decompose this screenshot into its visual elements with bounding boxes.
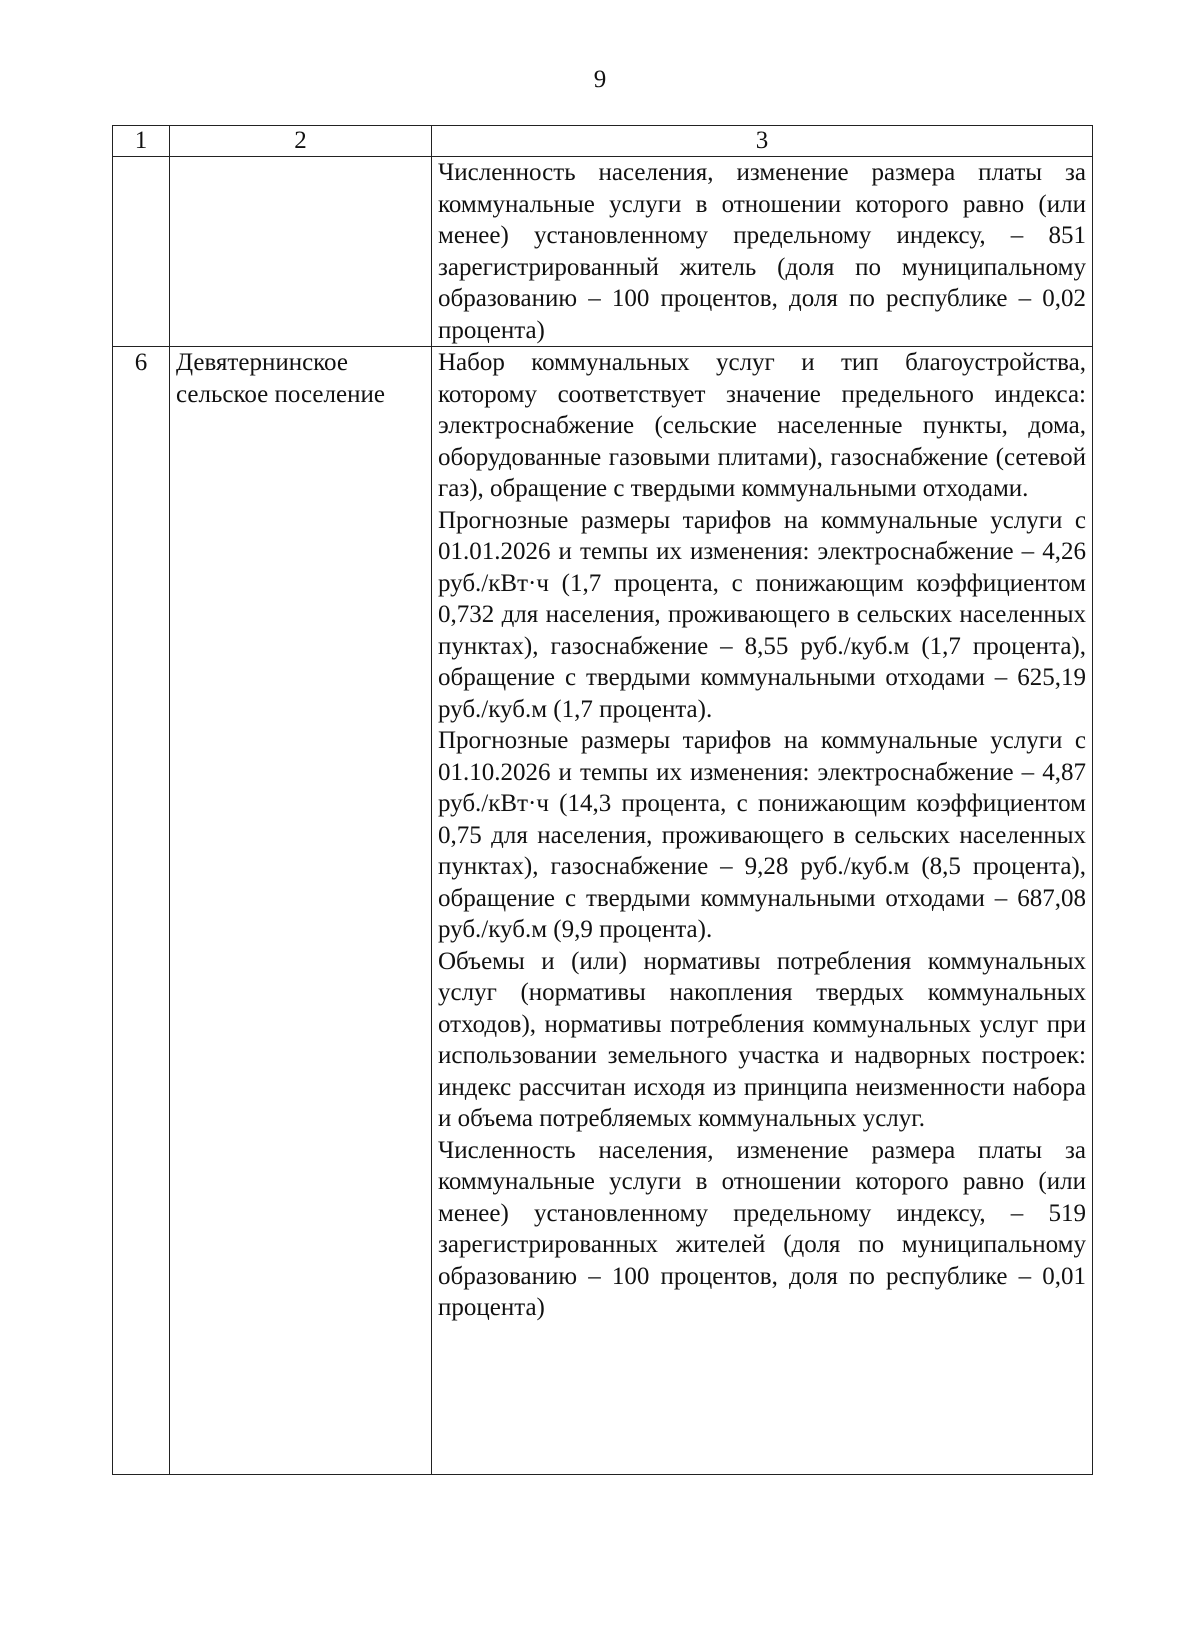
table-row — [113, 157, 1093, 347]
column-header-1: 1 — [113, 126, 170, 157]
tariff-table — [112, 125, 1093, 1475]
table-header-row — [113, 126, 1093, 157]
row-content — [432, 347, 1093, 1475]
paragraph: Объемы и (или) нормативы потребления коммунальных услуг (нормативы накопления твердых коммунальных отходов), нормативы потребления коммунальных услуг при использовании земельного участка и надворных построек: индекс рассчитан исходя из принципа неизменности набора и объема потребляемых коммунальных услуг. — [438, 947, 1086, 1132]
settlement-name — [170, 157, 432, 347]
column-header-2: 2 — [170, 126, 432, 157]
column-header-3: 3 — [432, 126, 1093, 157]
row-number — [113, 157, 170, 347]
table-row — [113, 347, 1093, 1475]
paragraph: Численность населения, изменение размера платы за коммунальные услуги в отношении которого равно (или менее) установленному предельному индексу, – 519 зарегистрированных жителей (доля по муниципальному образованию – 100 процентов, доля по республике – 0,01 процента) — [438, 1136, 1086, 1321]
settlement-name: Девятернинское сельское поселение — [170, 347, 432, 1475]
paragraph: Набор коммунальных услуг и тип благоустройства, которому соответствует значение предельного индекса: электроснабжение (сельские населенные пункты, дома, оборудованные газовыми плитами), газоснабжение (сетевой газ), обращение с твердыми коммунальными отходами. — [438, 349, 1086, 502]
paragraph: Численность населения, изменение размера платы за коммунальные услуги в отношении которого равно (или менее) установленному предельному индексу, – 851 зарегистрированный житель (доля по муниципальному образованию – 100 процентов, доля по республике – 0,02 процента) — [438, 159, 1086, 344]
row-number: 6 — [113, 347, 170, 1475]
row-content — [432, 157, 1093, 347]
page-number: 9 — [593, 66, 607, 93]
paragraph: Прогнозные размеры тарифов на коммунальные услуги с 01.10.2026 и темпы их изменения: электроснабжение – 4,87 руб./кВт·ч (14,3 процента, с понижающим коэффициентом 0,75 для населения, проживающего в сельских населенных пунктах), газоснабжение – 9,28 руб./куб.м (8,5 процента), обращение с твердыми коммунальными отходами – 687,08 руб./куб.м (9,9 процента). — [438, 727, 1086, 943]
paragraph: Прогнозные размеры тарифов на коммунальные услуги с 01.01.2026 и темпы их изменения: электроснабжение – 4,26 руб./кВт·ч (1,7 процента, с понижающим коэффициентом 0,732 для населения, проживающего в сельских населенных пунктах), газоснабжение – 8,55 руб./куб.м (1,7 процента), обращение с твердыми коммунальными отходами – 625,19 руб./куб.м (1,7 процента). — [438, 506, 1086, 723]
